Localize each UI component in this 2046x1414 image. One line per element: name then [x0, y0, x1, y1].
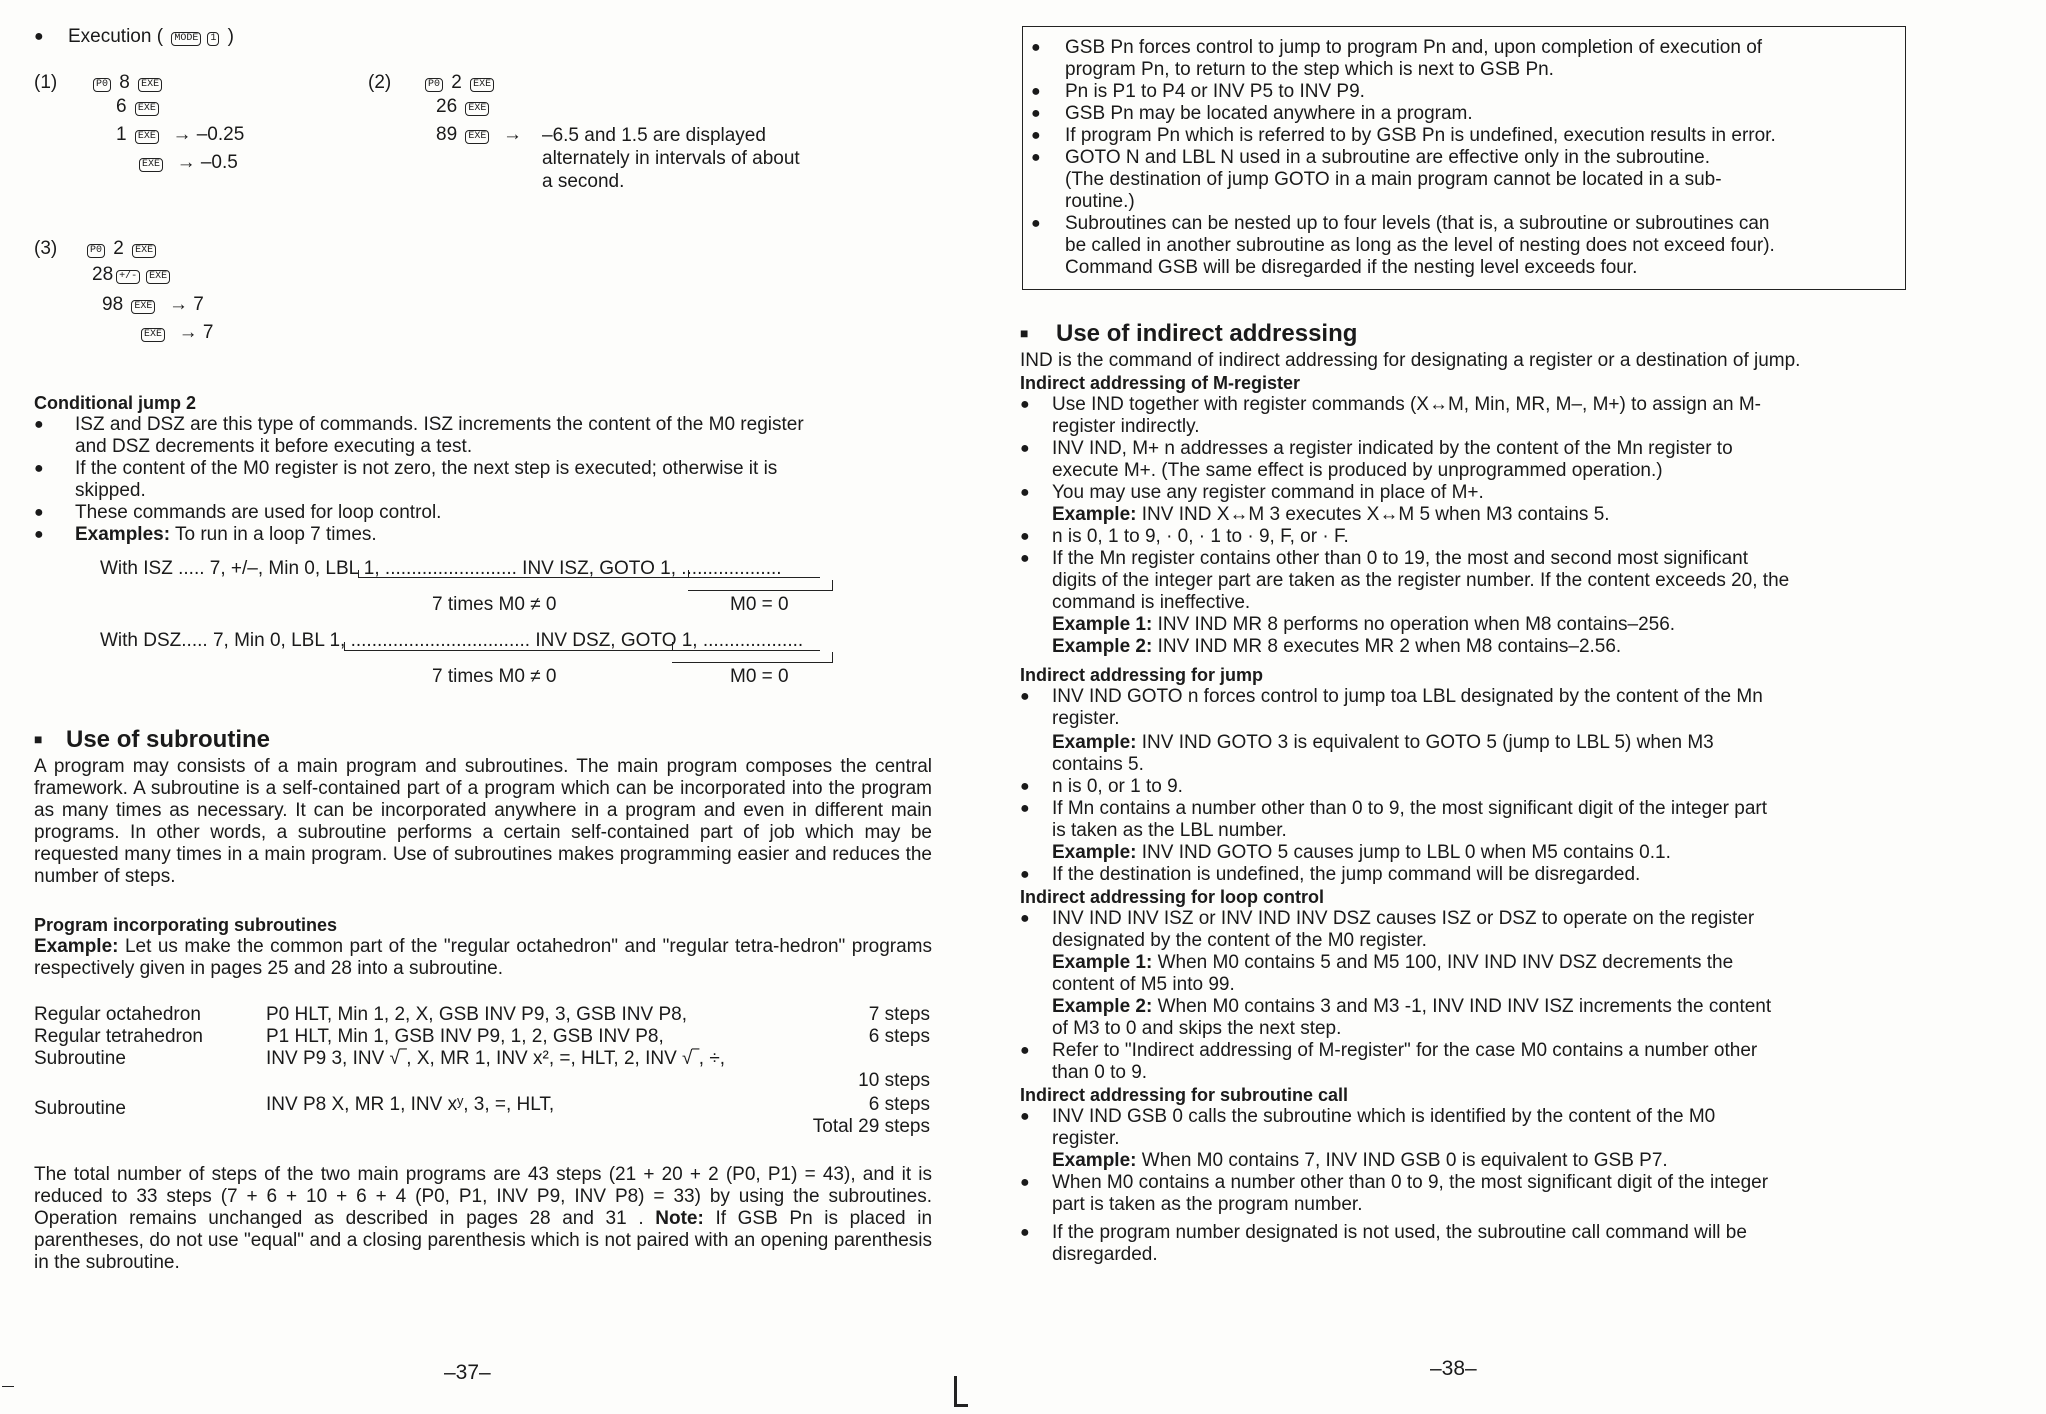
bullet: ● — [1020, 688, 1030, 705]
loop-bracket-tick — [344, 642, 345, 650]
steps-row — [34, 1094, 930, 1119]
bullet: ● — [34, 28, 44, 45]
text-line: than 0 to 9. — [1052, 1062, 1148, 1083]
total-steps: Total 29 steps — [812, 1116, 930, 1137]
example-text: INV IND X↔M 3 executes X↔M 5 when M3 contains 5. — [1141, 504, 1610, 525]
exe-key: EXE — [465, 102, 489, 116]
note-line: alternately in intervals of about — [542, 148, 800, 169]
exe-key: EXE — [470, 78, 494, 92]
exit-bracket — [688, 590, 832, 591]
p0-key: P0 — [87, 244, 105, 258]
square-bullet-icon: ■ — [1020, 325, 1029, 341]
example-label: Example: — [1052, 732, 1137, 753]
arrow: → — [503, 124, 522, 145]
text-line: skipped. — [75, 480, 146, 501]
subheading: Indirect addressing for loop control — [1020, 887, 1325, 907]
subheading: Indirect addressing for subroutine call — [1020, 1085, 1349, 1105]
bullet: ● — [1020, 528, 1030, 545]
crop-mark — [2, 1386, 14, 1387]
example-label: (1) — [34, 72, 58, 93]
loop-bracket-tick — [688, 570, 689, 578]
bullet-text — [1020, 1106, 1918, 1172]
bullet-text — [1020, 1222, 1918, 1266]
exe-key: EXE — [139, 158, 163, 172]
example-paragraph — [34, 936, 932, 980]
subheading: Indirect addressing for jump — [1020, 665, 1264, 685]
bullet: ● — [1031, 105, 1041, 122]
heading-text: Use of subroutine — [66, 726, 271, 753]
text-line: GOTO N and LBL N used in a subroutine are effective only in the subroutine. — [1065, 147, 1710, 168]
keystroke-value: 28 — [92, 264, 114, 285]
example-label: Example 1: — [1052, 952, 1153, 973]
text-line: is taken as the LBL number. — [1052, 820, 1287, 841]
keystroke-value: 8 — [119, 72, 130, 93]
example-text: When M0 contains 5 and M5 100, INV IND INV DSZ decrements the — [1157, 952, 1734, 973]
section-heading — [34, 726, 932, 754]
step-count: 10 steps — [858, 1070, 930, 1091]
note-line: –6.5 and 1.5 are displayed — [542, 125, 766, 146]
example-label: Example: — [1052, 842, 1137, 863]
text-line: content of M5 into 99. — [1052, 974, 1235, 995]
example-label: (3) — [34, 238, 58, 259]
exe-key: EXE — [135, 102, 159, 116]
bullet: ● — [1031, 83, 1041, 100]
subroutine-notes-box — [1022, 26, 1906, 290]
program-name: Regular tetrahedron — [34, 1026, 203, 1047]
text-line: Subroutines can be nested up to four levels (that is, a subroutine or subroutines can — [1065, 213, 1770, 234]
example-2-note — [542, 124, 800, 193]
exit-bracket-tick — [832, 580, 833, 591]
bullet: ● — [1020, 440, 1030, 457]
left-page — [0, 0, 1000, 1414]
keystroke-value: 89 — [436, 124, 458, 145]
text-line: INV IND, M+ n addresses a register indicated by the content of the Mn register to — [1052, 438, 1733, 459]
program-code: P1 HLT, Min 1, GSB INV P9, 1, 2, GSB INV P8, — [266, 1026, 664, 1047]
example-text: INV IND GOTO 3 is equivalent to GOTO 5 (jump to LBL 5) when M3 — [1141, 732, 1714, 753]
keystroke-value: 1 — [116, 124, 127, 145]
exe-key: EXE — [138, 78, 162, 92]
program-code: P0 HLT, Min 1, 2, X, GSB INV P9, 3, GSB INV P8, — [266, 1004, 687, 1025]
mode-key: MODE — [171, 32, 201, 46]
bullet: ● — [1020, 396, 1030, 413]
bullet-text — [1020, 908, 1918, 1040]
text-line: Use IND together with register commands (X↔M, Min, MR, M–, M+) to assign an M- — [1052, 394, 1762, 415]
bullet-text — [1020, 1172, 1918, 1216]
text-line: If Mn contains a number other than 0 to 9, the most significant digit of the integer part — [1052, 798, 1768, 819]
subroutine-final-paragraph — [34, 1164, 932, 1274]
final-text: The total number of steps of the two main programs are 43 steps (21 + 20 + 2 (P0, P1) = 43), and it is reduced to 33 steps (7 + 6 + 10 + 6 + 4 (P0, P1, INV P9, INV P8) = 33) by using the subroutines. Operation remains unchanged as described in pages 28 and 31 . — [34, 1164, 932, 1229]
steps-row — [34, 1004, 930, 1026]
keystroke-value: 6 — [116, 96, 127, 117]
binding-mark — [954, 1376, 957, 1406]
loop-bracket-tick — [672, 642, 673, 650]
example-text: INV IND GOTO 5 causes jump to LBL 0 when M5 contains 0.1. — [1141, 842, 1671, 863]
bullet-text: If program Pn which is referred to by GSB Pn is undefined, execution results in error. — [1065, 125, 1776, 146]
text-line: part is taken as the program number. — [1052, 1194, 1363, 1215]
step-count: 7 steps — [868, 1004, 930, 1025]
bullet: ● — [34, 416, 44, 433]
dsz-exit-label: M0 = 0 — [730, 666, 789, 687]
exe-key: EXE — [141, 328, 165, 342]
loop-bracket — [358, 577, 820, 578]
text-line: be called in another subroutine as long as the level of nesting does not exceed four). — [1065, 235, 1775, 256]
dsz-loop-line: With DSZ..... 7, Min 0, LBL 1, .................................. INV DSZ, GOTO 1, ................... — [100, 630, 804, 651]
bullet: ● — [1020, 910, 1030, 927]
text-line: If the content of the M0 register is not zero, the next step is executed; otherwise it is — [75, 458, 778, 479]
isz-loop-label: 7 times M0 ≠ 0 — [432, 594, 557, 615]
example-label: Example: — [34, 936, 119, 957]
section-heading — [1020, 320, 1918, 348]
bullet-text — [34, 414, 934, 458]
examples-text: To run in a loop 7 times. — [174, 524, 377, 545]
example-text: INV IND MR 8 performs no operation when M8 contains–256. — [1157, 614, 1676, 635]
text-line: program Pn, to return to the step which is next to GSB Pn. — [1065, 59, 1554, 80]
bullet-text: If the destination is undefined, the jump command will be disregarded. — [1052, 864, 1641, 885]
text-line: If the Mn register contains other than 0 to 19, the most and second most significant — [1052, 548, 1748, 569]
result-value: → 7 — [169, 294, 204, 315]
bullet-text: n is 0, or 1 to 9. — [1052, 776, 1183, 797]
note-line: a second. — [542, 171, 625, 192]
bullet: ● — [1020, 778, 1030, 795]
bullet-text — [1031, 147, 1893, 213]
note-text: If GSB Pn is placed in parentheses, do not use "equal" and a closing parenthesis which is not paired with an opening parenthesis in the subroutine. — [34, 1208, 933, 1273]
keystroke-value: 26 — [436, 96, 458, 117]
bullet: ● — [1031, 39, 1041, 56]
text-line: (The destination of jump GOTO in a main program cannot be located in a sub- — [1065, 169, 1722, 190]
subroutine-body: A program may consists of a main program and subroutines. The main program composes the central framework. A subroutine is a self-contained part of a program which can be incorporated into the program as many times as necessary. It can be incorporated anywhere in a program and even in different main programs. In other words, a subroutine performs a certain self-contained part of job which may be requested many times in a main program. Use of subroutines makes programming easier and reduces the number of steps. — [34, 756, 932, 887]
heading-text: Use of indirect addressing — [1056, 320, 1358, 347]
example-text: When M0 contains 7, INV IND GSB 0 is equivalent to GSB P7. — [1141, 1150, 1668, 1171]
text-line: If the program number designated is not used, the subroutine call command will be — [1052, 1222, 1747, 1243]
text-line: contains 5. — [1052, 754, 1144, 775]
result-value: → –0.5 — [176, 152, 238, 173]
bullet-text — [1020, 686, 1918, 776]
text-line: designated by the content of the M0 register. — [1052, 930, 1427, 951]
example-label: Example 2: — [1052, 996, 1153, 1017]
bullet-text — [1020, 1040, 1918, 1084]
bullet: ● — [1031, 127, 1041, 144]
step-count: 6 steps — [868, 1026, 930, 1047]
result-value: → –0.25 — [172, 124, 245, 145]
bullet-text — [34, 524, 934, 546]
square-bullet-icon: ■ — [34, 731, 43, 747]
example-text: When M0 contains 3 and M3 -1, INV IND INV ISZ increments the content — [1157, 996, 1772, 1017]
binding-mark — [954, 1404, 968, 1407]
example-text: Let us make the common part of the "regular octahedron" and "regular tetra-hedron" programs respectively given in pages 25 and 28 into a subroutine. — [34, 936, 932, 979]
bullet-text — [1020, 482, 1918, 526]
keystroke-value: 2 — [451, 72, 462, 93]
page-number: –38– — [1430, 1357, 1477, 1380]
bullet: ● — [1031, 215, 1041, 232]
text-line: ISZ and DSZ are this type of commands. ISZ increments the content of the M0 register — [75, 414, 804, 435]
paren-close: ) — [227, 26, 234, 47]
indirect-addressing-section — [1020, 320, 1918, 1266]
p0-key: P0 — [93, 78, 111, 92]
exe-key: EXE — [465, 130, 489, 144]
total-row — [34, 1116, 930, 1138]
bullet: ● — [1020, 1042, 1030, 1059]
bullet-text — [1020, 548, 1918, 658]
example-label: Example 1: — [1052, 614, 1153, 635]
bullet: ● — [1020, 866, 1030, 883]
text-line: register. — [1052, 1128, 1120, 1149]
notes-list — [1031, 37, 1893, 279]
loop-bracket — [344, 650, 820, 651]
isz-loop-line: With ISZ ..... 7, +/–, Min 0, LBL 1, ......................... INV ISZ, GOTO 1, ................... — [100, 558, 782, 579]
bullet: ● — [34, 526, 44, 543]
text-line: GSB Pn forces control to jump to program Pn and, upon completion of execution of — [1065, 37, 1763, 58]
execution-label: Execution ( — [68, 26, 164, 47]
bullet-text: GSB Pn may be located anywhere in a program. — [1065, 103, 1473, 124]
conditional-jump-section — [34, 392, 934, 546]
text-line: You may use any register command in place of M+. — [1052, 482, 1484, 503]
bullet-text — [1020, 394, 1918, 438]
example-label: Example: — [1052, 504, 1137, 525]
indirect-intro: IND is the command of indirect addressing for designating a register or a destination of jump. — [1020, 350, 1801, 371]
bullet: ● — [34, 504, 44, 521]
bullet: ● — [1020, 1174, 1030, 1191]
bullet-text: n is 0, 1 to 9, · 0, · 1 to · 9, F, or · F. — [1052, 526, 1349, 547]
text-line: disregarded. — [1052, 1244, 1158, 1265]
subroutine-section — [34, 726, 932, 980]
bullet-text — [34, 458, 934, 502]
text-line: routine.) — [1065, 191, 1135, 212]
exit-bracket-tick — [832, 652, 833, 663]
text-line: register indirectly. — [1052, 416, 1200, 437]
bullet-text: Pn is P1 to P4 or INV P5 to INV P9. — [1065, 81, 1365, 102]
isz-exit-label: M0 = 0 — [730, 594, 789, 615]
right-page — [1000, 0, 2046, 1414]
result-value: → 7 — [178, 322, 214, 343]
text-line: INV IND GSB 0 calls the subroutine which is identified by the content of the M0 — [1052, 1106, 1716, 1127]
examples-label: Examples: — [75, 524, 171, 545]
subheading: Indirect addressing of M-register — [1020, 373, 1301, 393]
example-text: INV IND MR 8 executes MR 2 when M8 contains–2.56. — [1157, 636, 1622, 657]
dsz-loop-label: 7 times M0 ≠ 0 — [432, 666, 557, 687]
text-line: command is ineffective. — [1052, 592, 1251, 613]
keystroke-value: 98 — [102, 294, 124, 315]
bullet: ● — [1020, 1224, 1030, 1241]
keystroke-value: 2 — [113, 238, 124, 259]
program-code: INV P8 X, MR 1, INV xʸ, 3, =, HLT, — [266, 1094, 555, 1115]
program-code: INV P9 3, INV √‾, X, MR 1, INV x², =, HLT, 2, INV √‾, ÷, — [266, 1048, 726, 1069]
program-name: Subroutine — [34, 1098, 126, 1119]
bullet: ● — [34, 460, 44, 477]
text-line: and DSZ decrements it before executing a test. — [75, 436, 473, 457]
p0-key: P0 — [425, 78, 443, 92]
exe-key: EXE — [132, 244, 156, 258]
text-line: register. — [1052, 708, 1120, 729]
step-count: 6 steps — [868, 1094, 930, 1115]
bullet-text — [1020, 438, 1918, 482]
exe-key: EXE — [131, 300, 155, 314]
page-number: –37– — [444, 1361, 491, 1384]
program-name: Regular octahedron — [34, 1004, 201, 1025]
example-label: (2) — [368, 72, 392, 93]
text-line: digits of the integer part are taken as the register number. If the content exceeds 20, the — [1052, 570, 1790, 591]
bullet-text: These commands are used for loop control. — [75, 502, 442, 523]
key-1: 1 — [207, 32, 219, 46]
text-line: Command GSB will be disregarded if the nesting level exceeds four. — [1065, 257, 1638, 278]
text-line: When M0 contains a number other than 0 to 9, the most significant digit of the integer — [1052, 1172, 1769, 1193]
steps-table — [34, 1004, 930, 1138]
program-name: Subroutine — [34, 1048, 126, 1069]
note-label: Note: — [655, 1208, 704, 1229]
text-line: INV IND GOTO n forces control to jump toa LBL designated by the content of the Mn — [1052, 686, 1763, 707]
exit-bracket — [672, 662, 832, 663]
bullet: ● — [1020, 550, 1030, 567]
bullet: ● — [1031, 149, 1041, 166]
example-label: Example 2: — [1052, 636, 1153, 657]
plus-minus-key: +/- — [116, 270, 140, 284]
bullet-text — [1031, 37, 1893, 81]
subheading: Program incorporating subroutines — [34, 915, 338, 935]
steps-row — [34, 1048, 930, 1094]
text-line: INV IND INV ISZ or INV IND INV DSZ causes ISZ or DSZ to operate on the register — [1052, 908, 1755, 929]
text-line: Refer to "Indirect addressing of M-register" for the case M0 contains a number other — [1052, 1040, 1758, 1061]
bullet-text — [1031, 213, 1893, 279]
loop-bracket-tick — [358, 570, 359, 578]
text-line: of M3 to 0 and skips the next step. — [1052, 1018, 1342, 1039]
exe-key: EXE — [146, 270, 170, 284]
bullet: ● — [1020, 800, 1030, 817]
bullet-text — [1020, 798, 1918, 864]
steps-row — [34, 1026, 930, 1048]
bullet: ● — [1020, 484, 1030, 501]
example-label: Example: — [1052, 1150, 1137, 1171]
section-heading: Conditional jump 2 — [34, 393, 196, 413]
exe-key: EXE — [135, 130, 159, 144]
bullet: ● — [1020, 1108, 1030, 1125]
text-line: execute M+. (The same effect is produced by unprogrammed operation.) — [1052, 460, 1663, 481]
